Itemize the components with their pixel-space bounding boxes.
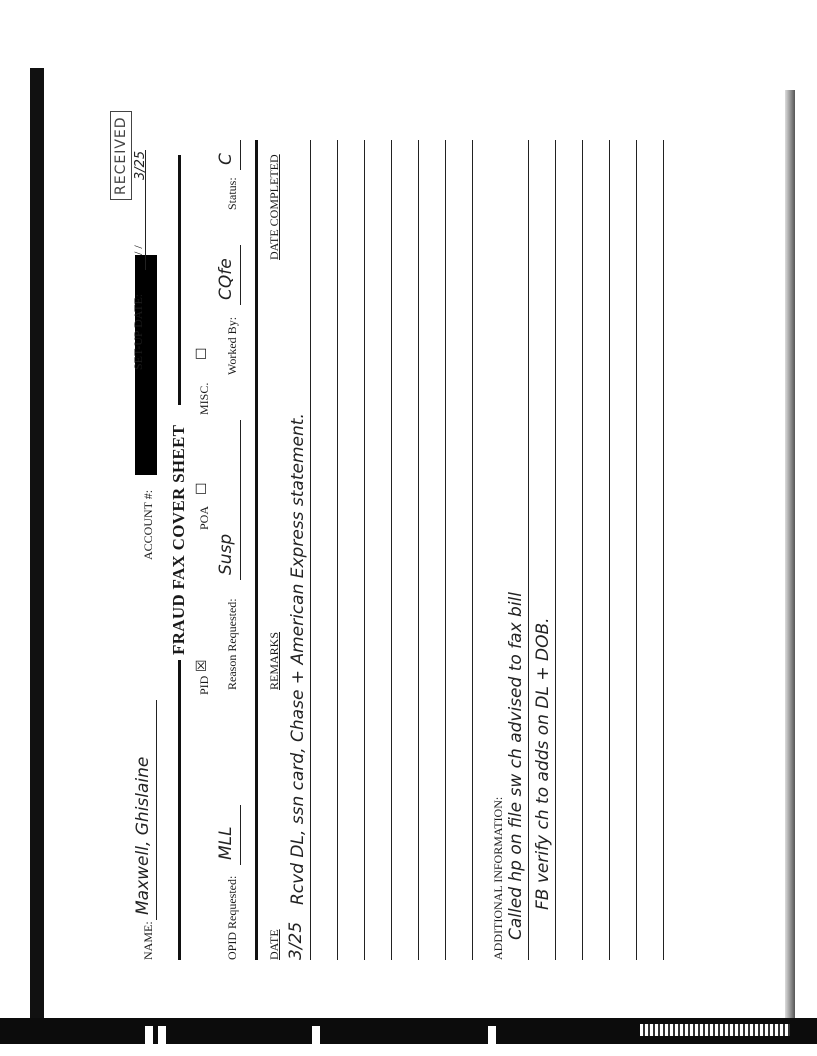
setup-label: SET-UP DATE: xyxy=(131,293,145,370)
table-line xyxy=(310,140,311,960)
reason-label: Reason Requested: xyxy=(225,598,239,690)
poa-label: POA xyxy=(197,505,211,530)
account-label: ACCOUNT #: xyxy=(141,489,155,560)
additional-line xyxy=(555,140,556,960)
worked-underline xyxy=(240,245,241,305)
opid-value: MLL xyxy=(216,826,236,860)
worked-label: Worked By: xyxy=(225,316,239,375)
col-date-header: DATE xyxy=(267,929,281,960)
additional-line xyxy=(609,140,610,960)
table-line xyxy=(337,140,338,960)
stamp-text: RECEIVED xyxy=(113,116,129,195)
setup-value: / / xyxy=(131,245,145,255)
received-stamp xyxy=(110,111,132,200)
name-underline xyxy=(156,700,157,920)
table-line xyxy=(364,140,365,960)
table-line xyxy=(472,140,473,960)
additional-line xyxy=(528,140,529,960)
opid-label: OPID Requested: xyxy=(225,875,239,960)
table-top-rule xyxy=(255,140,258,960)
status-label: Status: xyxy=(225,177,239,210)
col-completed-header: DATE COMPLETED xyxy=(267,154,281,260)
table-line xyxy=(445,140,446,960)
table-line xyxy=(391,140,392,960)
stamp-date: 3/25 xyxy=(133,150,148,180)
entry-remarks: Rcvd DL, ssn card, Chase + American Express statement. xyxy=(288,413,308,905)
opid-underline xyxy=(240,805,241,865)
reason-value: Susp xyxy=(216,533,236,575)
pid-checkbox[interactable]: ☒ xyxy=(195,659,210,672)
additional-line2: FB verify ch to adds on DL + DOB. xyxy=(533,617,553,910)
additional-line xyxy=(636,140,637,960)
misc-checkbox[interactable]: ☐ xyxy=(195,347,210,360)
col-remarks-header: REMARKS xyxy=(267,631,281,690)
entry-date: 3/25 xyxy=(286,921,306,960)
additional-label: ADDITIONAL INFORMATION: xyxy=(491,796,505,960)
name-value: Maxwell, Ghislaine xyxy=(133,756,153,915)
additional-line xyxy=(582,140,583,960)
status-underline xyxy=(240,140,241,170)
misc-label: MISC. xyxy=(197,382,211,415)
title-rule-right xyxy=(178,155,181,405)
status-value: C xyxy=(216,153,236,165)
name-label: NAME: xyxy=(141,921,155,960)
scan-edge-left xyxy=(30,68,44,1028)
additional-line1: Called hp on file sw ch advised to fax bill xyxy=(506,592,526,940)
additional-line xyxy=(663,140,664,960)
worked-value: CQfe xyxy=(216,258,236,300)
title-rule-left xyxy=(178,660,181,960)
reason-underline xyxy=(240,420,241,580)
fraud-fax-form xyxy=(90,100,790,1000)
poa-checkbox[interactable]: ☐ xyxy=(195,482,210,495)
scan-edge-bottom xyxy=(0,1018,817,1044)
form-title: FRAUD FAX COVER SHEET xyxy=(169,424,188,655)
pid-label: PID xyxy=(197,675,211,695)
table-line xyxy=(418,140,419,960)
